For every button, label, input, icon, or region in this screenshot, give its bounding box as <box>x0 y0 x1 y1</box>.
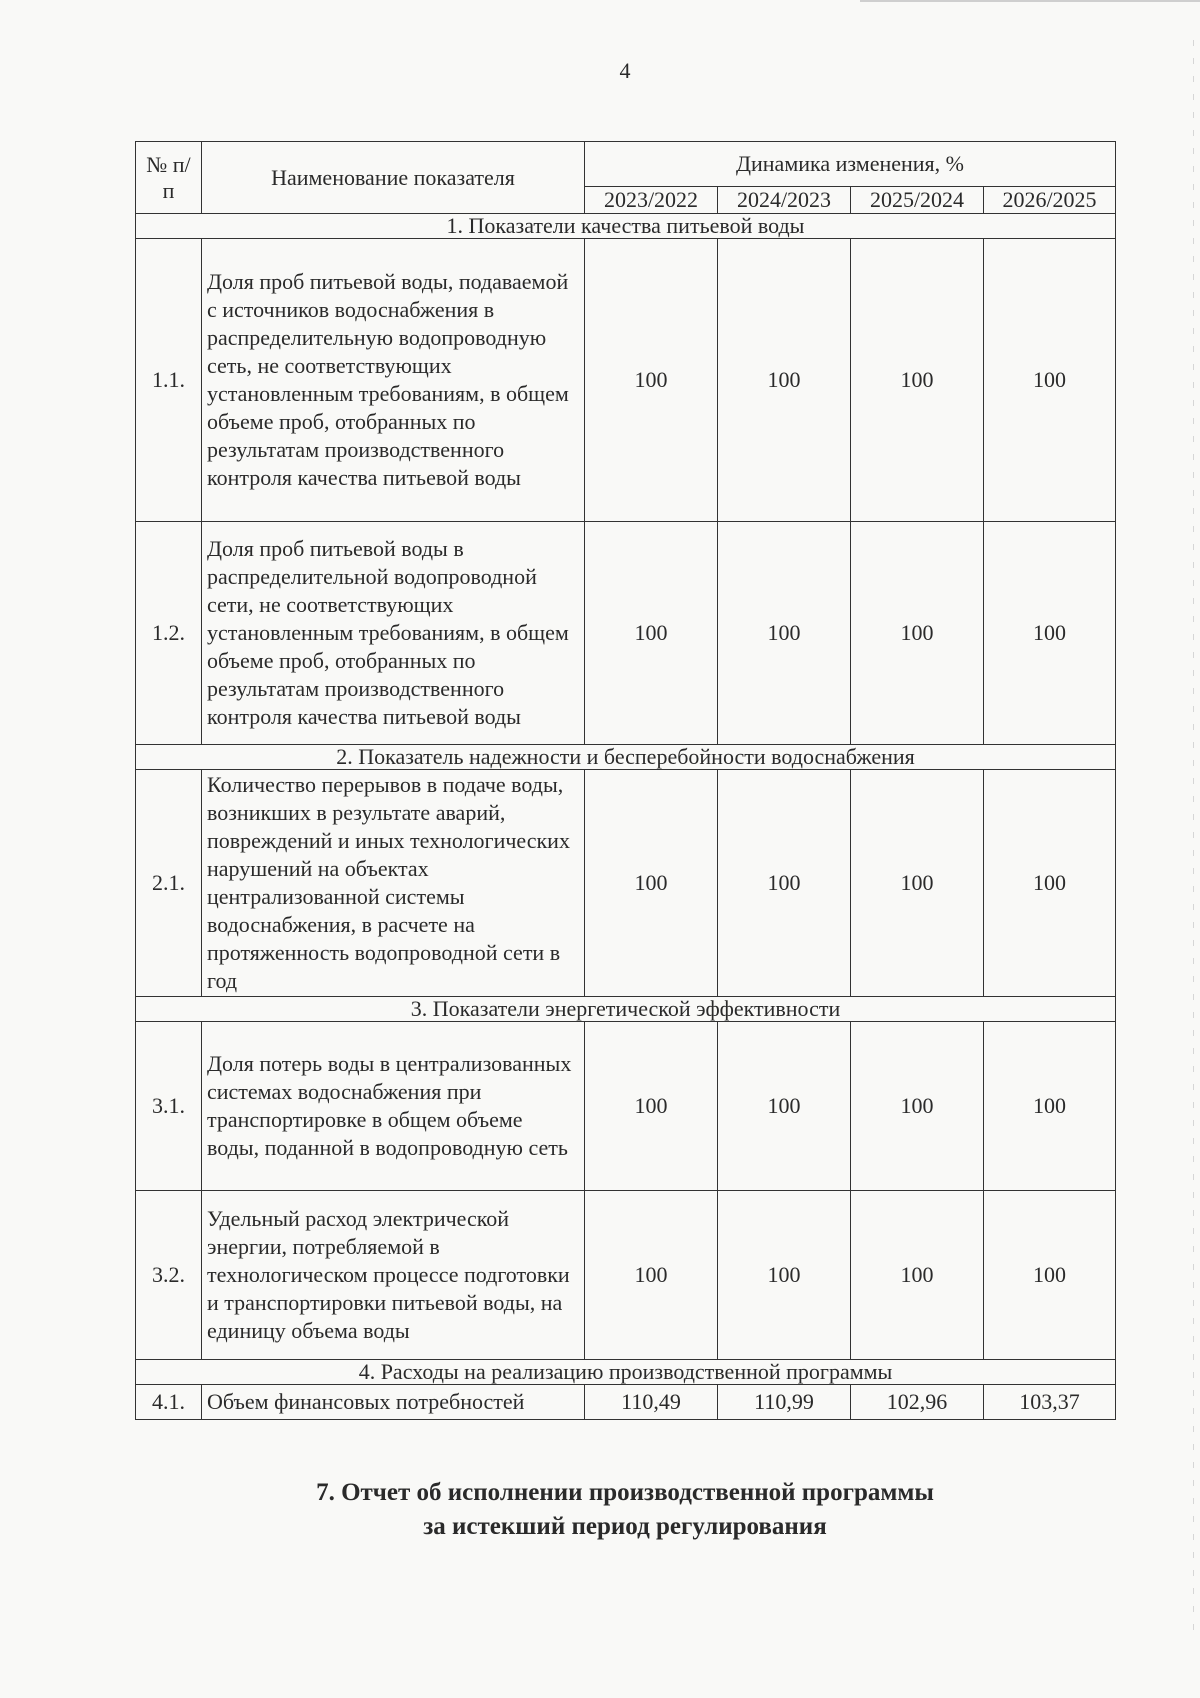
header-row <box>136 142 1116 187</box>
row-value: 100 <box>585 239 718 522</box>
page-number: 4 <box>619 58 631 83</box>
row-value: 100 <box>851 239 984 522</box>
row-indicator-name: Доля проб питьевой воды, подаваемой с источников водоснабжения в распределительную водопроводную сеть, не соответствующих установленным требованиям, в общем объеме проб, отобранных по результатам производственного контроля качества питьевой воды <box>202 239 585 522</box>
section-title: 4. Расходы на реализацию производственной программы <box>136 1360 1116 1385</box>
header-num: № п/п <box>136 142 202 214</box>
row-value: 100 <box>585 1191 718 1360</box>
header-name: Наименование показателя <box>202 142 585 214</box>
row-indicator-name: Доля потерь воды в централизованных системах водоснабжения при транспортировке в общем объеме воды, поданной в водопроводную сеть <box>202 1022 585 1191</box>
section-heading <box>0 1476 1200 1544</box>
row-value: 100 <box>984 239 1116 522</box>
row-indicator-name: Удельный расход электрической энергии, потребляемой в технологическом процессе подготовки и транспортировки питьевой воды, на единицу объема воды <box>202 1191 585 1360</box>
row-value: 100 <box>984 770 1116 997</box>
row-number: 3.1. <box>136 1022 202 1191</box>
row-number: 1.2. <box>136 522 202 745</box>
scan-artifact-line <box>860 0 1200 2</box>
section-row <box>136 745 1116 770</box>
section-heading-line-1: 7. Отчет об исполнении производственной программы <box>316 1479 934 1506</box>
row-value: 100 <box>585 1022 718 1191</box>
row-value: 100 <box>984 1191 1116 1360</box>
row-value: 100 <box>718 770 851 997</box>
row-value: 100 <box>718 1191 851 1360</box>
table-row <box>136 239 1116 522</box>
table-row <box>136 1191 1116 1360</box>
row-number: 4.1. <box>136 1385 202 1420</box>
row-value: 103,37 <box>984 1385 1116 1420</box>
section-title: 2. Показатель надежности и бесперебойности водоснабжения <box>136 745 1116 770</box>
row-value: 100 <box>984 522 1116 745</box>
section-row <box>136 214 1116 239</box>
table-row <box>136 522 1116 745</box>
row-number: 1.1. <box>136 239 202 522</box>
table-row <box>136 1022 1116 1191</box>
header-year: 2023/2022 <box>585 187 718 214</box>
row-value: 102,96 <box>851 1385 984 1420</box>
indicators-table <box>135 141 1116 1420</box>
row-indicator-name: Количество перерывов в подаче воды, возникших в результате аварий, повреждений и иных технологических нарушений на объектах централизованной системы водоснабжения, в расчете на протяженность водопроводной сети в год <box>202 770 585 997</box>
section-row <box>136 1360 1116 1385</box>
row-value: 100 <box>851 1191 984 1360</box>
row-value: 110,99 <box>718 1385 851 1420</box>
header-year: 2025/2024 <box>851 187 984 214</box>
row-value: 100 <box>851 770 984 997</box>
row-value: 110,49 <box>585 1385 718 1420</box>
row-indicator-name: Доля проб питьевой воды в распределительной водопроводной сети, не соответствующих установленным требованиям, в общем объеме проб, отобранных по результатам производственного контроля качества питьевой воды <box>202 522 585 745</box>
row-value: 100 <box>585 770 718 997</box>
row-value: 100 <box>718 522 851 745</box>
header-dynamics: Динамика изменения, % <box>585 142 1116 187</box>
row-value: 100 <box>984 1022 1116 1191</box>
section-heading-line-2: за истекший период регулирования <box>423 1513 827 1540</box>
section-row <box>136 997 1116 1022</box>
table-row <box>136 770 1116 997</box>
header-year: 2026/2025 <box>984 187 1116 214</box>
table-row <box>136 1385 1116 1420</box>
header-year: 2024/2023 <box>718 187 851 214</box>
row-indicator-name: Объем финансовых потребностей <box>202 1385 585 1420</box>
row-value: 100 <box>585 522 718 745</box>
row-value: 100 <box>851 522 984 745</box>
section-title: 3. Показатели энергетической эффективности <box>136 997 1116 1022</box>
section-title: 1. Показатели качества питьевой воды <box>136 214 1116 239</box>
scan-artifact-edge <box>1193 40 1194 1640</box>
row-number: 2.1. <box>136 770 202 997</box>
row-number: 3.2. <box>136 1191 202 1360</box>
row-value: 100 <box>718 239 851 522</box>
row-value: 100 <box>718 1022 851 1191</box>
row-value: 100 <box>851 1022 984 1191</box>
